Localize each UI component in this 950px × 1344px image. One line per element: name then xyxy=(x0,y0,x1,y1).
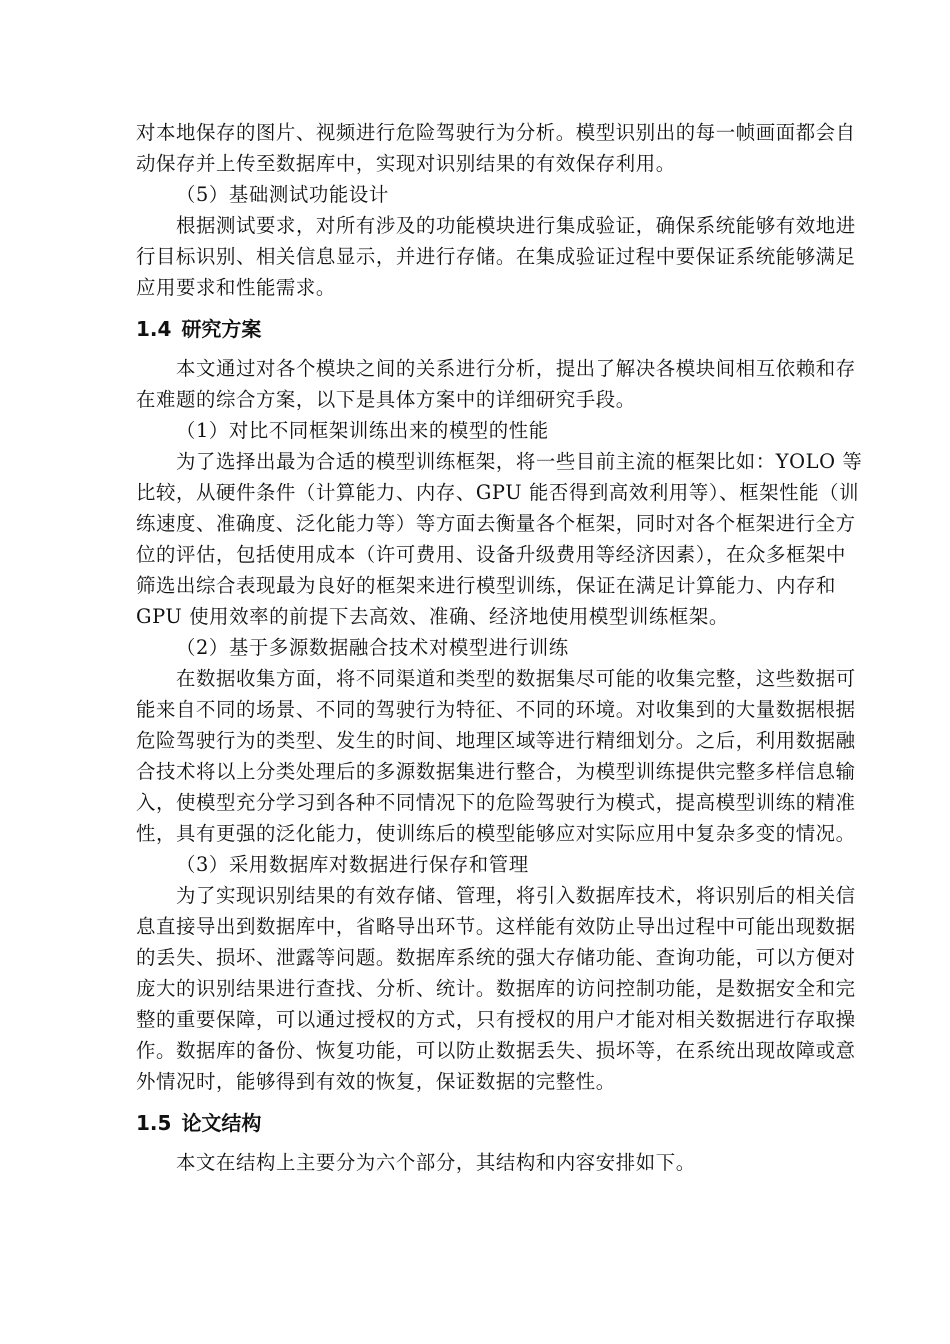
paragraph-line: 为了实现识别结果的有效存储、管理，将引入数据库技术，将识别后的相关信 xyxy=(176,884,856,907)
paragraph-line: 练速度、准确度、泛化能力等）等方面去衡量各个框架，同时对各个框架进行全方 xyxy=(136,512,856,535)
paragraph-line: 庞大的识别结果进行查找、分析、统计。数据库的访问控制功能，是数据安全和完 xyxy=(136,977,856,1000)
paragraph-line: 在难题的综合方案，以下是具体方案中的详细研究手段。 xyxy=(136,388,636,411)
section-heading-1-5 xyxy=(136,1101,836,1145)
paragraph-line: 筛选出综合表现最为良好的框架来进行模型训练，保证在满足计算能力、内存和 xyxy=(136,574,836,597)
paragraph-line: 比较，从硬件条件（计算能力、内存、GPU 能否得到高效利用等）、框架性能（训 xyxy=(136,481,860,504)
item-2-title: （2）基于多源数据融合技术对模型进行训练 xyxy=(176,636,569,659)
paragraph-line: 息直接导出到数据库中，省略导出环节。这样能有效防止导出过程中可能出现数据 xyxy=(136,915,856,938)
paragraph-line: 应用要求和性能需求。 xyxy=(136,276,336,299)
paragraph-line: 根据测试要求，对所有涉及的功能模块进行集成验证，确保系统能够有效地进 xyxy=(176,214,856,237)
paragraph-line: 外情况时，能够得到有效的恢复，保证数据的完整性。 xyxy=(136,1070,616,1093)
paragraph-line: 能来自不同的场景、不同的驾驶行为特征、不同的环境。对收集到的大量数据根据 xyxy=(136,698,856,721)
paragraph-line: 整的重要保障，可以通过授权的方式，只有授权的用户才能对相关数据进行存取操 xyxy=(136,1008,856,1031)
paragraph-line: 作。数据库的备份、恢复功能，可以防止数据丢失、损坏等，在系统出现故障或意 xyxy=(136,1039,856,1062)
paragraph-line: 对本地保存的图片、视频进行危险驾驶行为分析。模型识别出的每一帧画面都会自 xyxy=(136,121,856,144)
document-page xyxy=(136,117,863,1178)
section-title: 论文结构 xyxy=(181,1111,262,1135)
paragraph-line: 合技术将以上分类处理后的多源数据集进行整合，为模型训练提供完整多样信息输 xyxy=(136,760,856,783)
item-1-title: （1）对比不同框架训练出来的模型的性能 xyxy=(176,419,549,442)
paragraph-line: 性，具有更强的泛化能力，使训练后的模型能够应对实际应用中复杂多变的情况。 xyxy=(136,822,856,845)
paragraph-line: 为了选择出最为合适的模型训练框架，将一些目前主流的框架比如：YOLO 等 xyxy=(176,450,863,473)
paragraph-line: 入，使模型充分学习到各种不同情况下的危险驾驶行为模式，提高模型训练的精准 xyxy=(136,791,856,814)
paragraph-line: 本文在结构上主要分为六个部分，其结构和内容安排如下。 xyxy=(176,1151,696,1174)
section-number: 1.4 xyxy=(136,317,172,341)
paragraph-line: 在数据收集方面，将不同渠道和类型的数据集尽可能的收集完整，这些数据可 xyxy=(176,667,856,690)
paragraph-line: 位的评估，包括使用成本（许可费用、设备升级费用等经济因素），在众多框架中 xyxy=(136,543,846,566)
section-title: 研究方案 xyxy=(181,317,262,341)
paragraph-line: 的丢失、损坏、泄露等问题。数据库系统的强大存储功能、查询功能，可以方便对 xyxy=(136,946,856,969)
paragraph-line: 本文通过对各个模块之间的关系进行分析，提出了解决各模块间相互依赖和存 xyxy=(176,357,856,380)
paragraph-line: 动保存并上传至数据库中，实现对识别结果的有效保存利用。 xyxy=(136,152,676,175)
paragraph-line: 危险驾驶行为的类型、发生的时间、地理区域等进行精细划分。之后，利用数据融 xyxy=(136,729,856,752)
section-number: 1.5 xyxy=(136,1111,172,1135)
section-heading-1-4 xyxy=(136,307,836,351)
item-5-title: （5）基础测试功能设计 xyxy=(176,183,389,206)
paragraph-line: GPU 使用效率的前提下去高效、准确、经济地使用模型训练框架。 xyxy=(136,605,729,628)
paragraph-line: 行目标识别、相关信息显示，并进行存储。在集成验证过程中要保证系统能够满足 xyxy=(136,245,856,268)
item-3-title: （3）采用数据库对数据进行保存和管理 xyxy=(176,853,529,876)
